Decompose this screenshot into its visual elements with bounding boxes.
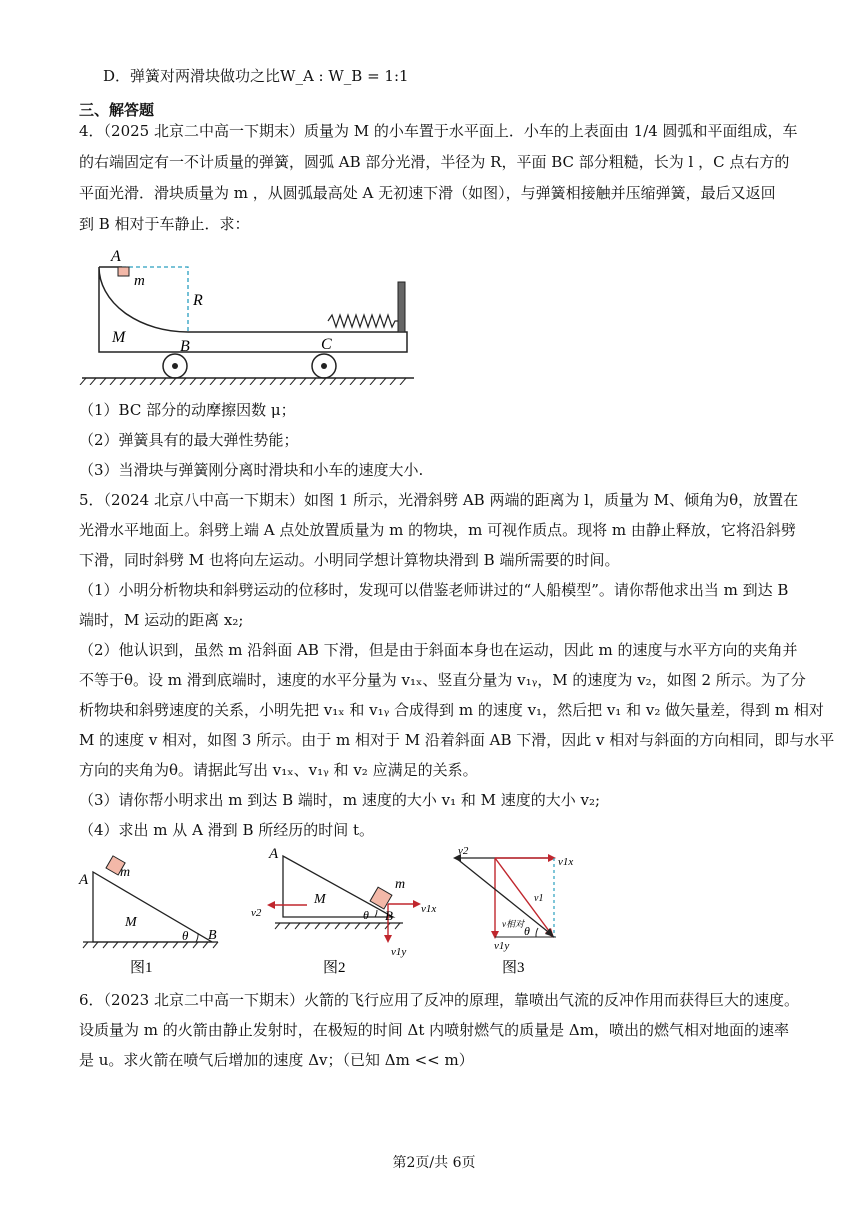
fig2-label-b: B (385, 908, 393, 923)
fig2-label-big-m: M (314, 892, 326, 907)
q4-cart-figure (78, 245, 418, 385)
q4-sub-1: （1）BC 部分的动摩擦因数 μ； (79, 401, 296, 419)
fig1-caption: 图1 (130, 960, 153, 976)
q4-label-b: B (180, 338, 190, 355)
fig3-label-v1: v1 (534, 893, 544, 904)
q6-line-3: 是 u。求火箭在喷气后增加的速度 Δv；（已知 Δm << m） (79, 1051, 474, 1069)
fig3-label-v1y: v1y (494, 940, 510, 952)
fig3-label-v2: v2 (458, 845, 469, 857)
q4-label-m: m (134, 273, 145, 289)
q5-line-3: 下滑，同时斜劈 M 也将向左运动。小明同学想计算物块滑到 B 端所需要的时间。 (79, 551, 620, 569)
q4-line-2: 的右端固定有一不计质量的弹簧，圆弧 AB 部分光滑，半径为 R，平面 BC 部分粗糙，长为 l ，C 点右方的 (79, 153, 790, 171)
q5-line-9: M 的速度 v 相对，如图 3 所示。由于 m 相对于 M 沿着斜面 AB 下滑，因此 v 相对与斜面的方向相同，即与水平 (79, 731, 835, 749)
q5-line-6: （2）他认识到，虽然 m 沿斜面 AB 下滑，但是由于斜面本身也在运动，因此 m 的速度与水平方向的夹角并 (79, 641, 798, 659)
page-number: 第2页/共 6页 (392, 1155, 476, 1171)
q5-line-7: 不等于θ。设 m 滑到底端时，速度的水平分量为 v₁ₓ、竖直分量为 v₁ᵧ，M 的速度为 v₂，如图 2 所示。为了分 (79, 671, 806, 689)
fig3-label-v1x: v1x (558, 856, 574, 868)
q4-label-big-m: M (112, 329, 126, 346)
q4-line-1: 4．（2025 北京二中高一下期末）质量为 M 的小车置于水平面上．小车的上表面由 1/4 圆弧和平面组成，车 (79, 122, 798, 140)
q5-line-2: 光滑水平地面上。斜劈上端 A 点处放置质量为 m 的物块，m 可视作质点。现将 m 由静止释放，它将沿斜劈 (79, 521, 796, 539)
q4-line-3: 平面光滑．滑块质量为 m ，从圆弧最高处 A 无初速下滑（如图），与弹簧相接触并压缩弹簧，最后又返回 (79, 184, 776, 202)
q4-line-4: 到 B 相对于车静止．求： (79, 215, 250, 233)
q6-line-1: 6．（2023 北京二中高一下期末）火箭的飞行应用了反冲的原理，靠喷出气流的反冲作用而获得巨大的速度。 (79, 991, 799, 1009)
section-title: 三、解答题 (79, 101, 155, 119)
q4-label-a: A (111, 248, 121, 265)
fig1-label-a: A (79, 872, 89, 888)
q6-line-2: 设质量为 m 的火箭由静止发射时，在极短的时间 Δt 内喷射燃气的质量是 Δm，喷出的燃气相对地面的速率 (79, 1021, 789, 1039)
q4-label-r: R (193, 292, 203, 309)
fig2-label-m: m (395, 877, 406, 892)
fig3-caption: 图3 (502, 960, 525, 976)
fig1-label-m: m (120, 865, 131, 880)
fig2-caption: 图2 (323, 960, 346, 976)
q5-line-10: 方向的夹角为θ。请据此写出 v₁ₓ、v₁ᵧ 和 v₂ 应满足的关系。 (79, 761, 478, 779)
q5-line-8: 析物块和斜劈速度的关系，小明先把 v₁ₓ 和 v₁ᵧ 合成得到 m 的速度 v₁，然后把 v₁ 和 v₂ 做矢量差，得到 m 相对 (79, 701, 824, 719)
q5-line-4: （1）小明分析物块和斜劈运动的位移时，发现可以借鉴老师讲过的“人船模型”。请你帮他求出当 m 到达 B (79, 581, 789, 599)
fig1-label-b: B (208, 928, 217, 943)
fig2-label-v1y: v1y (391, 946, 407, 958)
fig3-label-theta: θ (524, 924, 530, 938)
fig2-label-v2: v2 (251, 907, 262, 919)
fig1-label-big-m: M (125, 915, 137, 930)
q5-line-12: （4）求出 m 从 A 滑到 B 所经历的时间 t。 (79, 821, 375, 839)
fig3-label-vrel: v相对 (502, 919, 524, 929)
fig2-label-v1x: v1x (421, 903, 437, 915)
q4-sub-2: （2）弹簧具有的最大弹性势能； (79, 431, 299, 449)
q5-figure-2 (245, 841, 445, 978)
fig2-label-a: A (269, 846, 279, 862)
q4-label-c: C (321, 336, 332, 353)
q5-line-1: 5．（2024 北京八中高一下期末）如图 1 所示，光滑斜劈 AB 两端的距离为 l，质量为 M、倾角为θ，放置在 (79, 491, 799, 509)
q5-line-11: （3）请你帮小明求出 m 到达 B 端时，m 速度的大小 v₁ 和 M 速度的大小 v₂; (79, 791, 601, 809)
fig2-label-theta: θ (363, 908, 369, 922)
option-d: D．弹簧对两滑块做功之比W_A : W_B = 1:1 (103, 67, 409, 85)
q5-figure-3 (440, 843, 590, 978)
q5-figure-1 (78, 846, 228, 978)
q5-line-5: 端时，M 运动的距离 x₂; (79, 611, 244, 629)
fig1-label-theta: θ (182, 928, 189, 943)
q4-sub-3: （3）当滑块与弹簧刚分离时滑块和小车的速度大小. (79, 461, 424, 479)
